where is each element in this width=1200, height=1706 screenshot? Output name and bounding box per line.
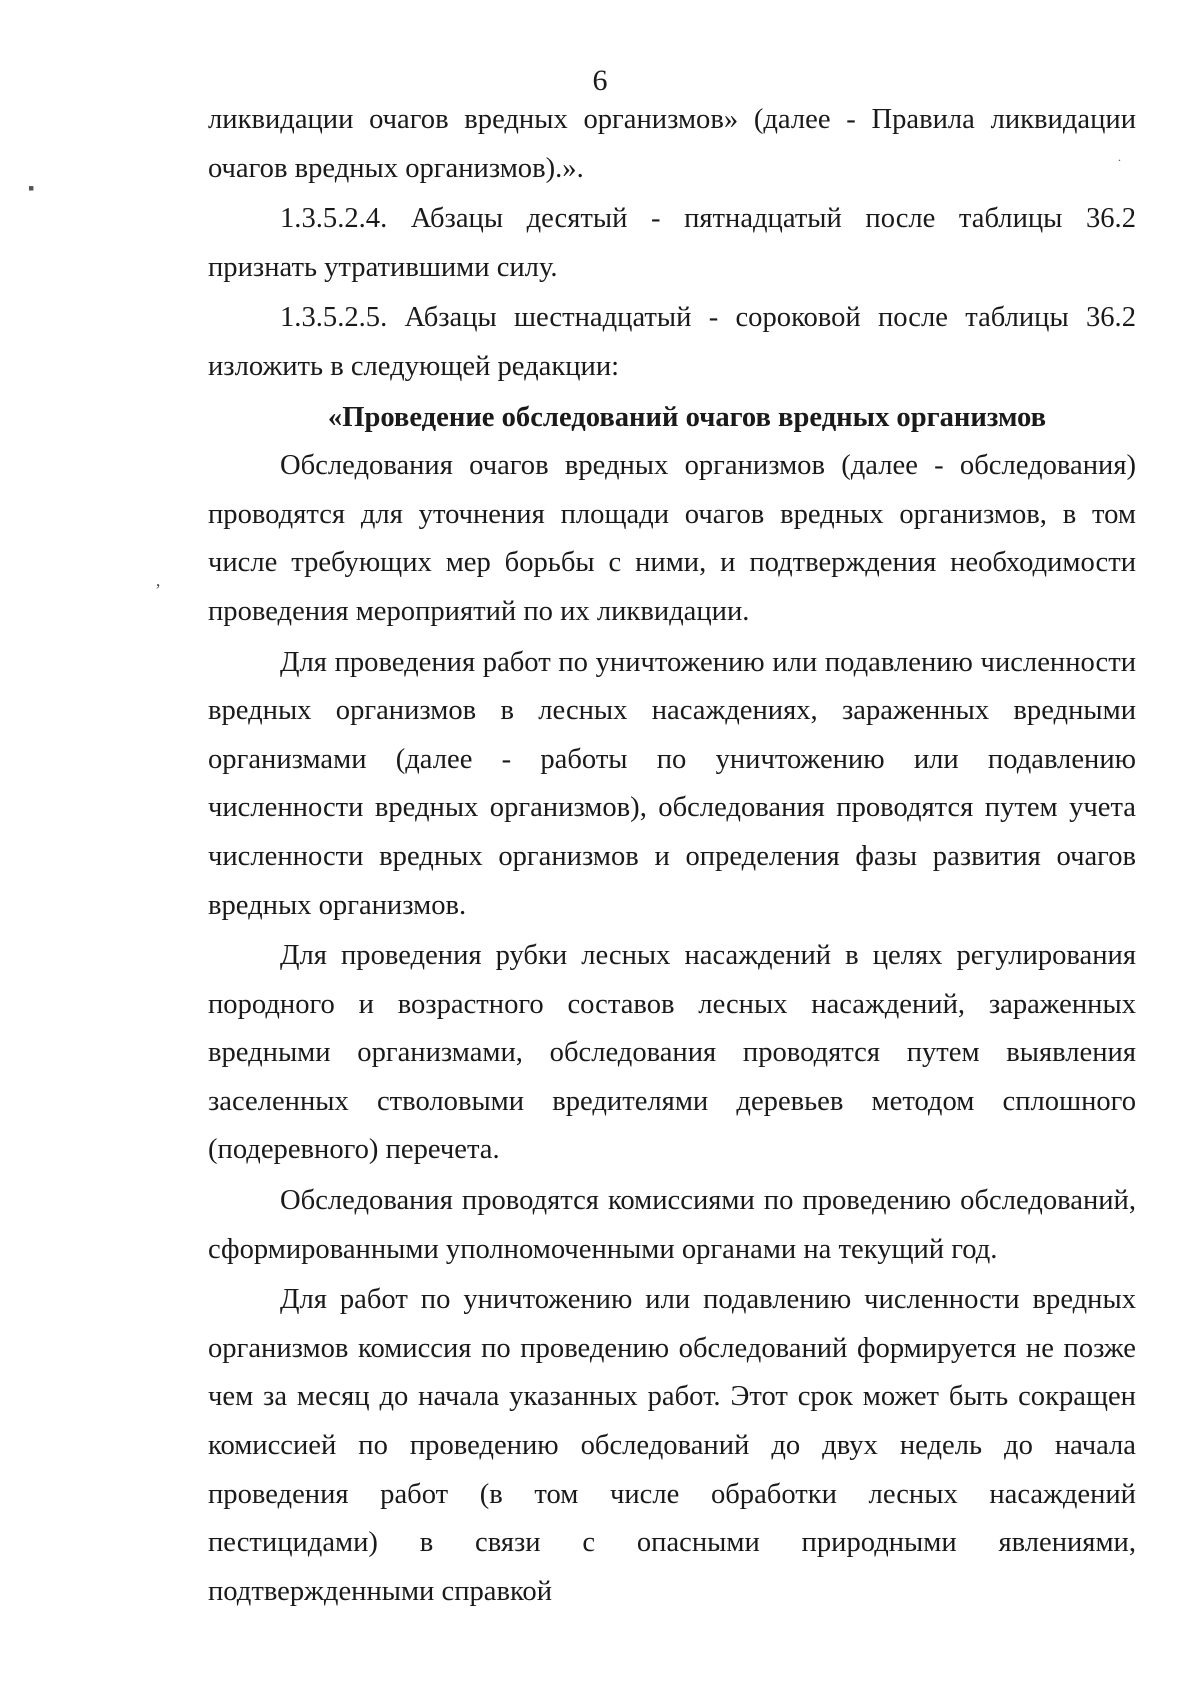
paragraph-felling-surveys: Для проведения рубки лесных насаждений в целях регулирования породного и возрастного составов лесных насаждений, зараженных вредными организмами, обследования проводятся путем выявления заселенных стволовыми вредителями деревьев методом сплошного (подеревного) перечета. <box>208 940 1136 1166</box>
paragraph-item-1-3-5-2-4: 1.3.5.2.4. Абзацы десятый - пятнадцатый после таблицы 36.2 признать утратившими силу. <box>208 203 1136 283</box>
paragraph-commission-timing: Для работ по уничтожению или подавлению численности вредных организмов комиссия по проведению обследований формируется не позже чем за месяц до начала указанных работ. Этот срок может быть сокращен комиссией по проведению обследований до двух недель до начала проведения работ (в том числе обработки лесных насаждений пестицидами) в связи с опасными природными явлениями, подтвержденными справкой <box>208 1284 1136 1607</box>
paragraph-continuation: ликвидации очагов вредных организмов» (далее - Правила ликвидации очагов вредных организмов).». <box>208 104 1136 184</box>
scan-speck: ▪ <box>28 178 35 198</box>
page-number: 6 <box>592 64 608 97</box>
scan-speck: ʼ <box>155 580 161 600</box>
paragraph-commissions: Обследования проводятся комиссиями по проведению обследований, сформированными уполномоченными органами на текущий год. <box>208 1185 1136 1265</box>
section-heading: «Проведение обследований очагов вредных организмов <box>327 401 1047 433</box>
document-body <box>208 96 1136 1616</box>
paragraph-item-1-3-5-2-5: 1.3.5.2.5. Абзацы шестнадцатый - сороковой после таблицы 36.2 изложить в следующей редакции: <box>208 302 1136 382</box>
scan-speck: . <box>1118 150 1121 164</box>
paragraph-pest-control-surveys: Для проведения работ по уничтожению или подавлению численности вредных организмов в лесных насаждениях, зараженных вредными организмами (далее - работы по уничтожению или подавлению численности вредных организмов), обследования проводятся путем учета численности вредных организмов и определения фазы развития очагов вредных организмов. <box>208 646 1136 921</box>
paragraph-surveys-purpose: Обследования очагов вредных организмов (далее - обследования) проводятся для уточнения площади очагов вредных организмов, в том числе требующих мер борьбы с ними, и подтверждения необходимости проведения мероприятий по их ликвидации. <box>208 450 1136 627</box>
